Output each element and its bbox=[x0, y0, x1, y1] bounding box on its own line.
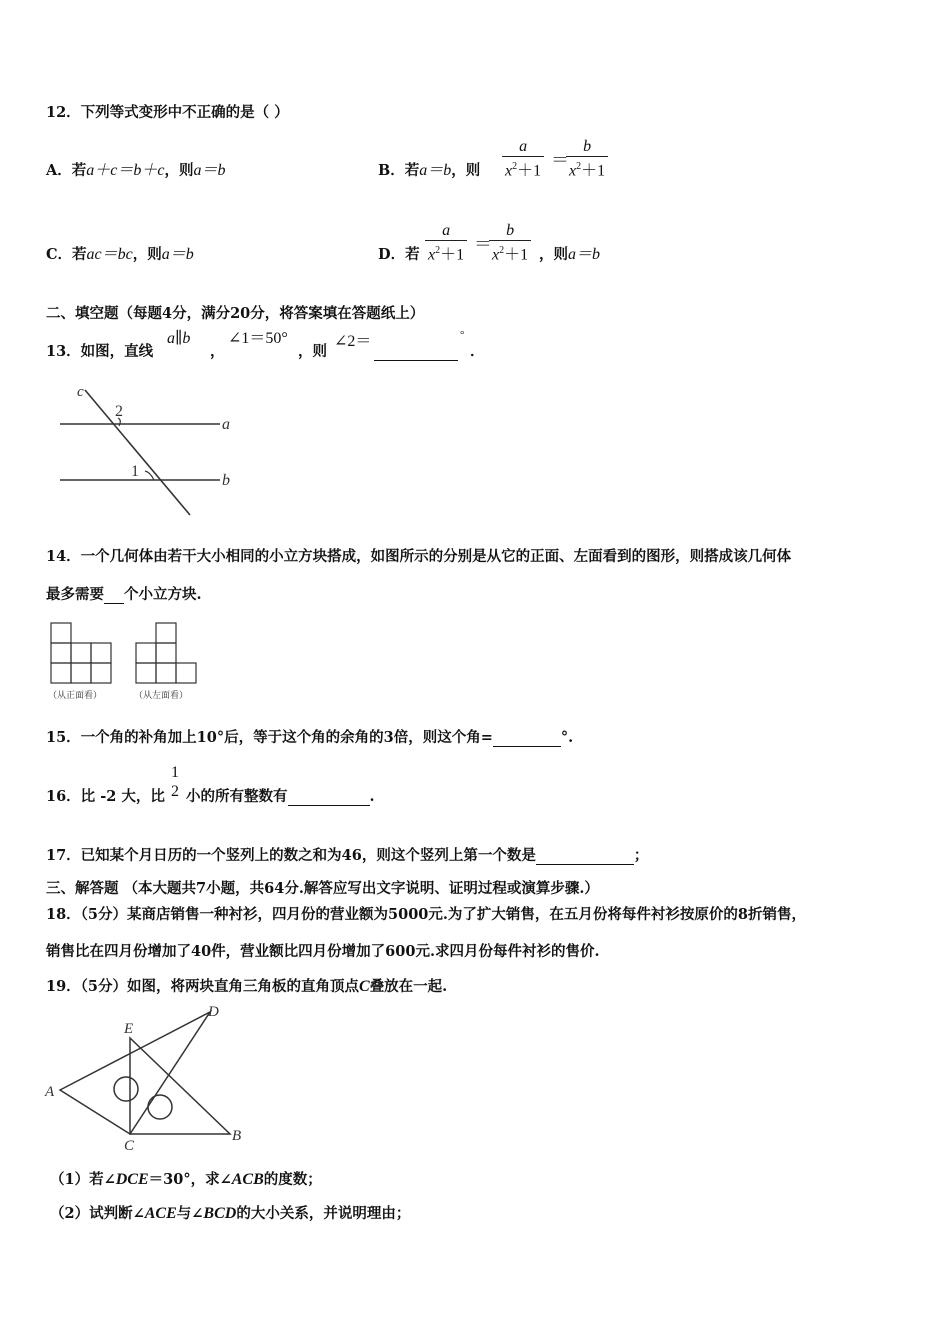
line-c bbox=[85, 390, 190, 515]
q16-answer-blank[interactable] bbox=[288, 791, 370, 806]
q12-a-then: ，则 bbox=[164, 162, 194, 179]
q12-c-label: C．若 bbox=[46, 246, 87, 263]
q12-b-fraction-left: a $x^2+1$ bbox=[502, 138, 544, 181]
q12-b-fraction-right: b $x^2+1$ bbox=[566, 138, 608, 181]
q14-line1: 14．一个几何体由若干大小相同的小立方块搭成，如图所示的分别是从它的正面、左面看到的图形，则搭成该几何体 bbox=[46, 548, 792, 565]
q13-parallel-lines-figure bbox=[50, 382, 240, 522]
q16-fraction: 1 2 bbox=[171, 764, 179, 800]
q12-a-result: a＝b bbox=[193, 162, 226, 179]
q17: 17．已知某个月日历的一个竖列上的数之和为46，则这个竖列上第一个数是 ； bbox=[46, 847, 649, 864]
q14-views-figure bbox=[48, 620, 208, 705]
q13-end: ． bbox=[470, 343, 485, 360]
q16-post: 小的所有整数有 . bbox=[186, 788, 375, 805]
left-view-caption: （从左面看） bbox=[134, 691, 189, 701]
q13-degree-unit: ° bbox=[460, 329, 465, 341]
q19-part1: （1）若∠DCE＝30°，求∠ACB的度数； bbox=[50, 1171, 322, 1188]
q18-line2: 销售比在四月份增加了40件，营业额比四月份增加了600元.求四月份每件衬衫的售价. bbox=[46, 943, 600, 960]
q12-b-equals: ＝ bbox=[551, 150, 569, 170]
q13-prefix: 13．如图，直线 bbox=[46, 343, 154, 360]
q13-ask-angle2: ∠2＝ bbox=[334, 333, 372, 350]
q13-sep: ， bbox=[210, 343, 225, 360]
triangle-ACD bbox=[60, 1012, 210, 1134]
q12-d-fraction-right: b $x^2+1$ bbox=[489, 222, 531, 265]
label-2: 2 bbox=[115, 403, 123, 420]
label-1: 1 bbox=[131, 463, 139, 480]
q12-option-c bbox=[46, 246, 194, 264]
right-angle-mark-1 bbox=[114, 1077, 138, 1101]
left-view bbox=[136, 623, 196, 683]
front-view-caption: （从正面看） bbox=[48, 691, 103, 701]
q12-d-equals: ＝ bbox=[474, 234, 492, 254]
q12-b-label: B．若 bbox=[378, 162, 420, 179]
q17-answer-blank[interactable] bbox=[536, 850, 634, 865]
front-view bbox=[51, 623, 111, 683]
q12-b-then: ，则 bbox=[451, 162, 481, 179]
q12-stem: 12．下列等式变形中不正确的是（ ） bbox=[46, 104, 289, 121]
label-D: D bbox=[208, 1004, 219, 1020]
label-a: a bbox=[222, 416, 230, 433]
q14-line2: 最多需要 个小立方块. bbox=[46, 586, 202, 603]
section3-heading: 三、解答题 （本大题共7小题，共64分.解答应写出文字说明、证明过程或演算步骤.） bbox=[46, 880, 599, 897]
q15: 15．一个角的补角加上10°后，等于这个角的余角的3倍，则这个角= °. bbox=[46, 729, 574, 746]
triangle-ECB bbox=[130, 1038, 230, 1134]
q12-c-expr: ac＝bc bbox=[86, 246, 133, 263]
q12-c-result: a＝b bbox=[161, 246, 194, 263]
q14-answer-blank[interactable] bbox=[104, 589, 124, 604]
q12-a-expr: a＋c＝b＋c bbox=[86, 162, 165, 179]
q16-pre: 16．比 -2 大，比 bbox=[46, 788, 165, 805]
label-A: A bbox=[45, 1084, 55, 1100]
q13-answer-blank[interactable] bbox=[374, 343, 458, 361]
angle-1-arc bbox=[145, 471, 154, 480]
label-b: b bbox=[222, 472, 230, 489]
label-C: C bbox=[124, 1138, 135, 1154]
q19-stem: 19．（5分）如图，将两块直角三角板的直角顶点C叠放在一起. bbox=[46, 978, 448, 995]
q12-option-d-tail: ，则a＝b bbox=[539, 246, 601, 263]
label-c: c bbox=[77, 384, 84, 400]
q12-d-fraction-left: a $x^2+1$ bbox=[425, 222, 467, 265]
q19-triangles-figure bbox=[40, 1002, 260, 1152]
q19-part2: （2）试判断∠ACE与∠BCD的大小关系，并说明理由； bbox=[50, 1205, 411, 1222]
q12-option-a bbox=[46, 162, 226, 180]
q13-then: ，则 bbox=[298, 343, 327, 360]
q12-b-expr: a＝b bbox=[419, 162, 452, 179]
section2-heading: 二、填空题（每题4分，满分20分，将答案填在答题纸上） bbox=[46, 305, 425, 322]
label-B: B bbox=[232, 1128, 242, 1144]
q18-line1: 18．（5分）某商店销售一种衬衫，四月份的营业额为5000元.为了扩大销售，在五月份将每件衬衫按原价的8折销售， bbox=[46, 906, 807, 923]
q12-c-then: ，则 bbox=[132, 246, 162, 263]
q13-condition-angle1: ∠1＝50° bbox=[228, 330, 288, 347]
q13-condition-parallel: a∥b bbox=[167, 330, 191, 347]
label-E: E bbox=[124, 1021, 134, 1037]
q15-answer-blank[interactable] bbox=[493, 732, 561, 747]
right-angle-mark-2 bbox=[148, 1095, 172, 1119]
q12-option-b bbox=[378, 162, 480, 180]
q12-a-label: A．若 bbox=[46, 162, 87, 179]
q12-option-d-label: D．若 bbox=[378, 246, 420, 263]
q12-d-result: a＝b bbox=[568, 246, 601, 263]
